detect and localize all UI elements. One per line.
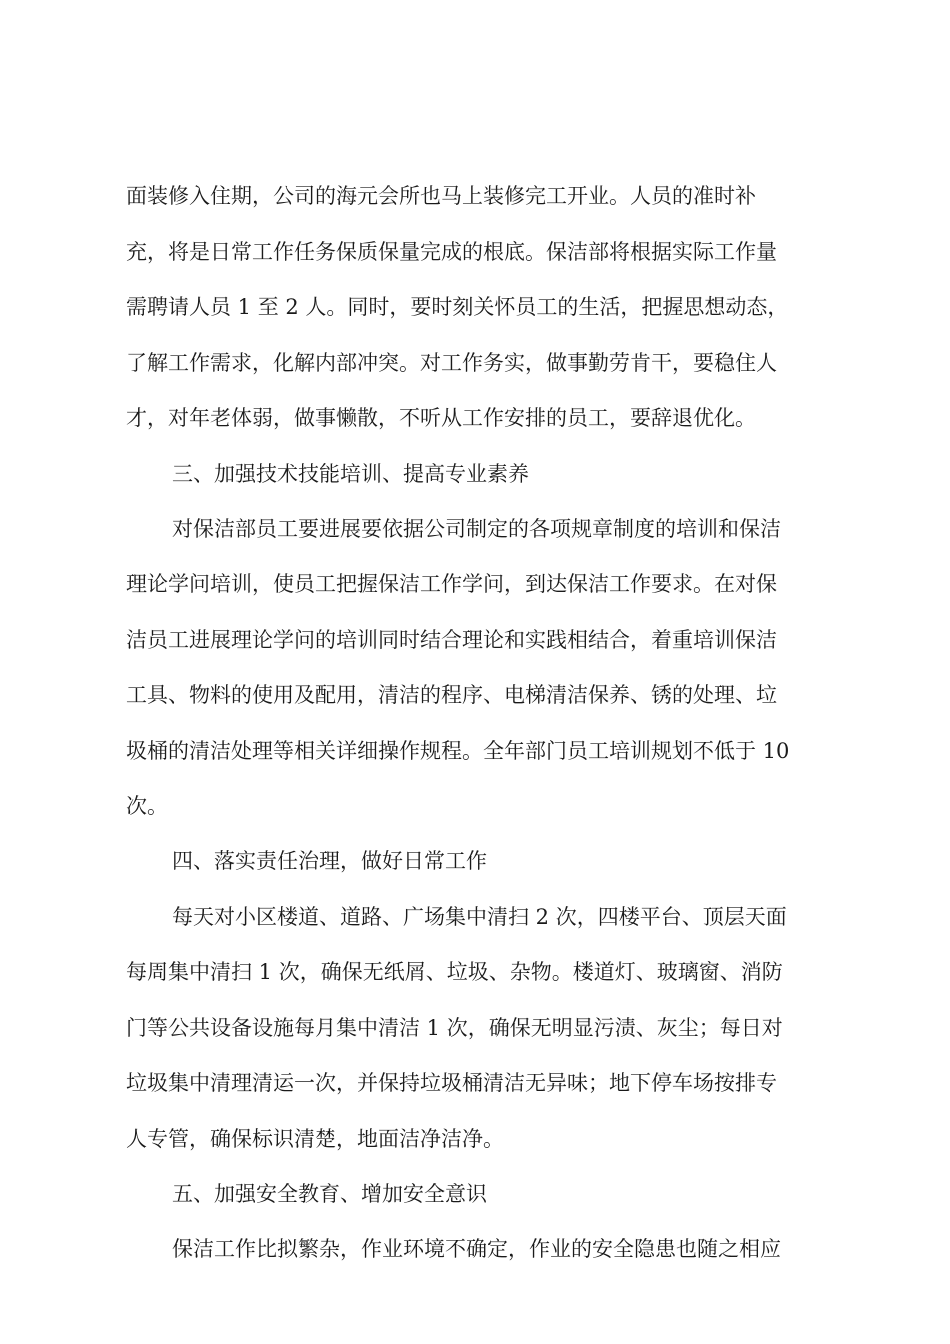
text-line [0,1119,950,1159]
text-line [0,509,950,549]
line-text: 人专管，确保标识清楚，地面洁净洁净。 [126,1127,504,1151]
text-line [0,1008,950,1048]
line-text: 才，对年老体弱，做事懒散，不听从工作安排的员工，要辞退优化。 [126,406,756,430]
text-line [0,398,950,438]
heading-text: 五、加强安全教育、增加安全意识 [172,1182,487,1206]
text-line [0,897,950,937]
line-text: 对保洁部员工要进展要依据公司制定的各项规章制度的培训和保洁 [172,517,781,541]
line-text: 保洁工作比拟繁杂，作业环境不确定，作业的安全隐患也随之相应 [172,1237,781,1261]
section-heading [0,841,950,881]
line-text: 面装修入住期，公司的海元会所也马上装修完工开业。人员的准时补 [126,184,756,208]
section-heading [0,1174,950,1214]
line-text: 洁员工进展理论学问的培训同时结合理论和实践相结合，着重培训保洁 [126,628,777,652]
line-text: 每天对小区楼道、道路、广场集中清扫 2 次，四楼平台、顶层天面 [172,905,787,929]
line-text: 垃圾集中清理清运一次，并保持垃圾桶清洁无异味；地下停车场按排专 [126,1071,777,1095]
line-text: 需聘请人员 1 至 2 人。同时，要时刻关怀员工的生活，把握思想动态， [126,295,789,319]
line-text: 圾桶的清洁处理等相关详细操作规程。全年部门员工培训规划不低于 10 [126,739,790,763]
text-line [0,287,950,327]
line-text: 工具、物料的使用及配用，清洁的程序、电梯清洁保养、锈的处理、垃 [126,683,777,707]
text-line [0,1229,950,1269]
line-text: 每周集中清扫 1 次，确保无纸屑、垃圾、杂物。楼道灯、玻璃窗、消防 [126,960,783,984]
text-line [0,952,950,992]
heading-text: 三、加强技术技能培训、提高专业素养 [172,462,529,486]
text-line [0,176,950,216]
section-heading [0,454,950,494]
line-text: 充，将是日常工作任务保质保量完成的根底。保洁部将根据实际工作量 [126,240,777,264]
text-line [0,564,950,604]
text-line [0,232,950,272]
line-text: 理论学问培训，使员工把握保洁工作学问，到达保洁工作要求。在对保 [126,572,777,596]
text-line [0,731,950,771]
line-text: 次。 [126,794,168,818]
text-line [0,675,950,715]
text-line [0,620,950,660]
text-line [0,1063,950,1103]
line-text: 了解工作需求，化解内部冲突。对工作务实，做事勤劳肯干，要稳住人 [126,351,777,375]
line-text: 门等公共设备设施每月集中清洁 1 次，确保无明显污渍、灰尘；每日对 [126,1016,783,1040]
text-line [0,343,950,383]
text-line [0,786,950,826]
heading-text: 四、落实责任治理，做好日常工作 [172,849,487,873]
